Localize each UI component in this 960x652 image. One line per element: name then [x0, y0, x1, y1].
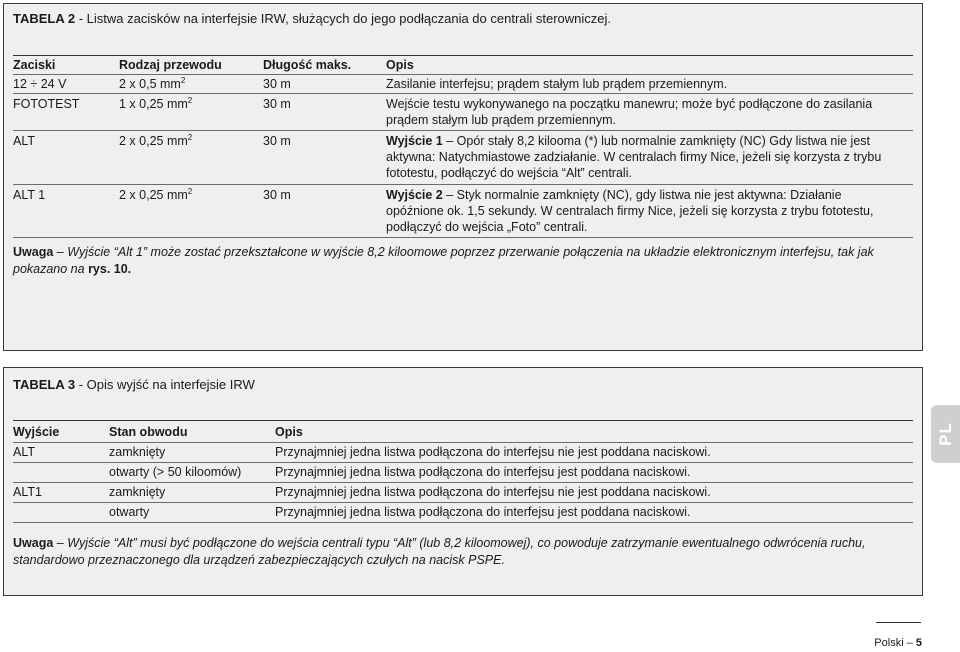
header-max-length: Długość maks. [263, 58, 352, 72]
language-tab-label: PL [935, 422, 955, 446]
description-cell: Przynajmniej jedna listwa podłączona do interfejsu nie jest poddana naciskowi. [275, 485, 711, 499]
page-number: 5 [915, 637, 922, 649]
description-cell: Wyjście 1 – Opór stały 8,2 kilooma (*) lub normalnie zamknięty (NC) Gdy listwa nie jest aktywna: Natychmiastowe zadziałanie. W centralach firmy Nice, jeżeli się korzysta z trybu fototestu, podłączyć do wejścia “Alt” centrali. [386, 134, 882, 180]
language-tab [931, 405, 960, 463]
length-cell: 30 m [263, 97, 291, 111]
length-cell: 30 m [263, 188, 291, 202]
row-rule [13, 237, 913, 238]
row-rule [13, 502, 913, 503]
table-3-note: Uwaga – Wyjście “Alt” musi być podłączone do wejścia centrali typu “Alt” (lub 8,2 kiloomowej), co powoduje zatrzymanie ewentualnego odwrócenia ruchu, standardowo przeznaczonego dla urządzeń zabezpieczających czułych na nacisk PSPE. [13, 536, 866, 567]
state-cell: otwarty [109, 505, 150, 519]
table-2-panel [3, 3, 923, 351]
footer-language: Polski [874, 637, 904, 649]
table-2-header-rule [13, 74, 913, 75]
header-wire-type: Rodzaj przewodu [119, 58, 222, 72]
table-3-title-prefix: TABELA 3 [13, 377, 76, 392]
description-cell: Wyjście 2 – Styk normalnie zamknięty (NC), gdy listwa nie jest aktywna: Działanie opóźnione ok. 1,5 sekundy. W centralach firmy Nice, jeżeli się korzysta z trybu fototestu, podłączyć do wejścia „Foto” centrali. [386, 188, 874, 234]
table-3-title [13, 377, 255, 392]
state-cell: zamknięty [109, 445, 166, 459]
wire-cell: 2 x 0,25 $mm^2$ [119, 186, 193, 202]
table-3-title-text: - Opis wyjść na interfejsie IRW [75, 377, 255, 392]
table-2-title-text: - Listwa zacisków na interfejsie IRW, służących do jego podłączania do centrali sterowniczej. [75, 11, 612, 26]
page-footer: Polski – 5 [874, 637, 922, 649]
table-2-note: Uwaga – Wyjście “Alt 1” może zostać przekształcone w wyjście 8,2 kiloomowe poprzez przerwanie połączenia na układzie elektronicznym interfejsu, tak jak pokazano na rys. 10. [13, 245, 874, 276]
header-circuit-state: Stan obwodu [109, 425, 188, 439]
table-3-header-rule [13, 442, 913, 443]
figure-reference: rys. 10. [88, 262, 132, 276]
wire-cell: 1 x 0,25 $mm^2$ [119, 95, 193, 111]
description-cell: Zasilanie interfejsu; prądem stałym lub prądem przemiennym. [386, 77, 728, 91]
terminal-cell: 12 ÷ 24 V [13, 77, 67, 91]
description-cell: Przynajmniej jedna listwa podłączona do interfejsu nie jest poddana naciskowi. [275, 445, 711, 459]
table-3-panel [3, 367, 923, 596]
description-cell: Wejście testu wykonywanego na początku manewru; może być podłączone do zasilania prądem stałym lub prądem przemiennym. [386, 97, 873, 127]
table-2-title-prefix: TABELA 2 [13, 11, 76, 26]
header-description: Opis [386, 58, 414, 72]
terminal-cell: ALT 1 [13, 188, 46, 202]
output-cell: ALT [13, 445, 35, 459]
wire-cell: 2 x 0,25 $mm^2$ [119, 132, 193, 148]
row-rule [13, 184, 913, 185]
terminal-cell: FOTOTEST [13, 97, 80, 111]
state-cell: otwarty (> 50 kiloomów) [109, 465, 242, 479]
length-cell: 30 m [263, 77, 291, 91]
note-label: Uwaga [13, 536, 54, 550]
description-cell: Przynajmniej jedna listwa podłączona do interfejsu jest poddana naciskowi. [275, 465, 691, 479]
output-cell: ALT1 [13, 485, 42, 499]
terminal-cell: ALT [13, 134, 35, 148]
wire-cell: 2 x 0,5 $mm^2$ [119, 75, 186, 91]
table-2-title [13, 11, 611, 26]
row-rule [13, 522, 913, 523]
footer-rule [876, 622, 921, 623]
description-cell: Przynajmniej jedna listwa podłączona do interfejsu jest poddana naciskowi. [275, 505, 691, 519]
table-3-top-rule [13, 420, 913, 421]
note-label: Uwaga [13, 245, 54, 259]
row-rule [13, 462, 913, 463]
row-rule [13, 482, 913, 483]
length-cell: 30 m [263, 134, 291, 148]
state-cell: zamknięty [109, 485, 166, 499]
table-2-top-rule [13, 55, 913, 56]
header-output: Wyjście [13, 425, 60, 439]
header-terminals: Zaciski [13, 58, 56, 72]
header-description: Opis [275, 425, 303, 439]
row-rule [13, 130, 913, 131]
row-rule [13, 93, 913, 94]
